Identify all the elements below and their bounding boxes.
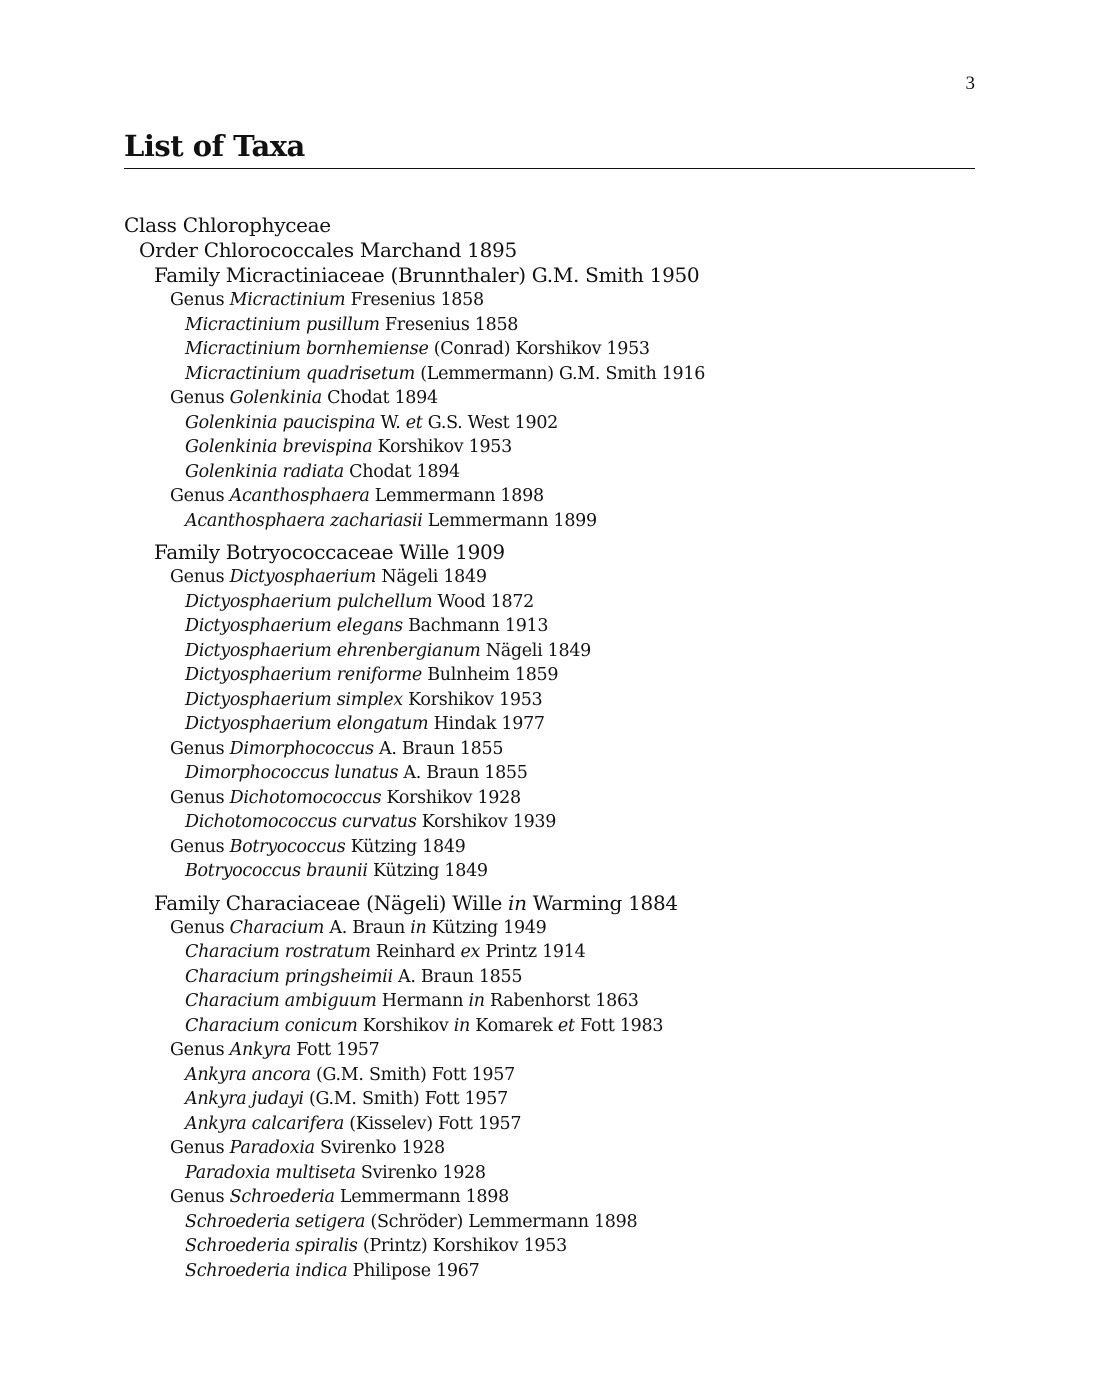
entry-text: W. [375, 412, 406, 433]
entry-text: Genus [170, 290, 230, 310]
italic-text: Schroederia indica [185, 1260, 348, 1281]
entry-text: (Conrad) Korshikov 1953 [428, 339, 650, 359]
species-entry [124, 313, 975, 338]
entry-text: Philipose 1967 [347, 1260, 480, 1281]
species-entry [124, 965, 975, 990]
entry-text: Genus [170, 1138, 230, 1158]
entry-text: Komarek [470, 1015, 558, 1036]
order-entry [124, 238, 975, 263]
entry-text: G.S. West 1902 [422, 412, 559, 433]
entry-text: Nägeli 1849 [480, 640, 591, 661]
entry-text: Fresenius 1858 [379, 314, 519, 335]
italic-text: in [410, 917, 427, 938]
species-entry [124, 712, 975, 737]
entry-text: Korshikov 1953 [372, 437, 512, 457]
italic-text: Micractinium quadrisetum [185, 363, 415, 384]
entry-text: Chodat 1894 [321, 388, 438, 408]
taxa-list [124, 213, 975, 1283]
species-entry [124, 411, 975, 436]
italic-text: Botryococcus braunii [185, 861, 368, 881]
italic-text: et [557, 1015, 575, 1036]
italic-text: Characium rostratum [185, 942, 371, 962]
genus-entry [124, 786, 975, 811]
italic-text: et [405, 412, 423, 433]
italic-text: in [453, 1015, 470, 1036]
species-entry [124, 590, 975, 615]
genus-entry [124, 565, 975, 590]
entry-text: Fresenius 1858 [345, 290, 484, 310]
italic-text: Ankyra ancora [185, 1064, 311, 1085]
species-entry [124, 337, 975, 362]
species-entry [124, 859, 975, 884]
entry-text: Genus [170, 836, 230, 857]
italic-text: in [468, 991, 485, 1011]
entry-text: Bulnheim 1859 [421, 665, 559, 685]
italic-text: Paradoxia [229, 1138, 315, 1158]
species-entry [124, 663, 975, 688]
entry-text: Reinhard [370, 942, 461, 962]
genus-entry [124, 1038, 975, 1063]
entry-text: A. Braun 1855 [398, 763, 528, 783]
entry-text: Genus [170, 1040, 230, 1060]
entry-text: Class Chlorophyceae [124, 213, 331, 237]
italic-text: Ankyra [229, 1040, 292, 1060]
entry-text: A. Braun [324, 917, 411, 938]
species-entry [124, 1087, 975, 1112]
species-entry [124, 940, 975, 965]
species-entry [124, 989, 975, 1014]
italic-text: Dictyosphaerium ehrenbergianum [185, 640, 481, 661]
italic-text: Acanthosphaera zachariasii [185, 510, 423, 531]
entry-text: Bachmann 1913 [402, 616, 549, 636]
italic-text: Botryococcus [229, 836, 346, 857]
italic-text: Dictyosphaerium pulchellum [185, 591, 433, 612]
entry-text: Korshikov 1939 [416, 812, 557, 832]
entry-text: Genus [170, 738, 230, 759]
species-entry [124, 1063, 975, 1088]
entry-text: Warming 1884 [526, 890, 678, 915]
species-entry [124, 1234, 975, 1259]
species-entry [124, 1014, 975, 1039]
page-title: List of Taxa [124, 129, 305, 163]
entry-text: Genus [170, 787, 230, 808]
genus-entry [124, 1185, 975, 1210]
italic-text: Golenkinia [229, 388, 322, 408]
italic-text: Dimorphococcus [229, 738, 374, 759]
italic-text: Dimorphococcus lunatus [185, 763, 399, 783]
family-entry [124, 263, 975, 288]
entry-text: Wood 1872 [432, 591, 535, 612]
italic-text: in [508, 890, 527, 915]
entry-text: (G.M. Smith) Fott 1957 [303, 1089, 508, 1109]
italic-text: Ankyra calcarifera [185, 1113, 345, 1134]
genus-entry [124, 835, 975, 860]
species-entry [124, 1112, 975, 1137]
page-number: 3 [965, 73, 975, 94]
italic-text: Ankyra judayi [185, 1089, 304, 1109]
entry-text: Lemmermann 1898 [369, 486, 544, 506]
genus-entry [124, 386, 975, 411]
entry-text: Fott 1983 [574, 1015, 664, 1036]
species-entry [124, 810, 975, 835]
italic-text: Schroederia spiralis [185, 1236, 358, 1256]
italic-text: ex [460, 942, 481, 962]
entry-text: Rabenhorst 1863 [484, 991, 639, 1011]
entry-text: Genus [170, 917, 230, 938]
italic-text: Characium conicum [185, 1015, 358, 1036]
entry-text: (G.M. Smith) Fott 1957 [310, 1064, 515, 1085]
italic-text: Dichotomococcus [229, 787, 382, 808]
species-entry [124, 460, 975, 485]
title-rule [124, 168, 975, 169]
italic-text: Acanthosphaera [229, 486, 370, 506]
genus-entry [124, 737, 975, 762]
entry-text: A. Braun 1855 [373, 738, 504, 759]
entry-text: Korshikov 1928 [381, 787, 521, 808]
entry-text: Lemmermann 1899 [422, 510, 597, 531]
entry-text: Printz 1914 [480, 942, 586, 962]
species-entry [124, 435, 975, 460]
species-entry [124, 362, 975, 387]
class-entry [124, 213, 975, 238]
entry-text: A. Braun 1855 [392, 966, 523, 987]
italic-text: Dictyosphaerium reniforme [185, 665, 422, 685]
italic-text: Micractinium bornhemiense [185, 339, 429, 359]
italic-text: Schroederia [229, 1187, 335, 1207]
species-entry [124, 688, 975, 713]
entry-text: Family Botryococcaceae Wille 1909 [154, 540, 505, 564]
entry-text: Hermann [376, 991, 469, 1011]
entry-text: Svirenko 1928 [314, 1138, 445, 1158]
italic-text: Dictyosphaerium [229, 567, 377, 587]
entry-text: Korshikov [357, 1015, 454, 1036]
italic-text: Micractinium [229, 290, 346, 310]
entry-text: Lemmermann 1898 [334, 1187, 509, 1207]
italic-text: Schroederia setigera [185, 1211, 366, 1232]
entry-text: (Schröder) Lemmermann 1898 [365, 1211, 638, 1232]
italic-text: Characium ambiguum [185, 991, 377, 1011]
italic-text: Characium pringsheimii [185, 966, 393, 987]
family-entry [124, 540, 975, 565]
species-entry [124, 639, 975, 664]
italic-text: Golenkinia brevispina [185, 437, 373, 457]
species-entry [124, 1210, 975, 1235]
genus-entry [124, 1136, 975, 1161]
entry-text: Kützing 1849 [367, 861, 488, 881]
entry-text: Hindak 1977 [428, 714, 545, 734]
species-entry [124, 614, 975, 639]
entry-text: Svirenko 1928 [355, 1162, 486, 1183]
genus-entry [124, 288, 975, 313]
family-entry [124, 891, 975, 916]
entry-text: Nägeli 1849 [376, 567, 487, 587]
italic-text: Dictyosphaerium elongatum [185, 714, 429, 734]
italic-text: Micractinium pusillum [185, 314, 380, 335]
species-entry [124, 509, 975, 534]
italic-text: Paradoxia multiseta [185, 1162, 356, 1183]
entry-text: Family Micractiniaceae (Brunnthaler) G.M. Smith 1950 [154, 263, 700, 287]
genus-entry [124, 484, 975, 509]
entry-text: (Kisselev) Fott 1957 [344, 1113, 522, 1134]
italic-text: Golenkinia radiata [185, 461, 344, 482]
entry-text: Fott 1957 [291, 1040, 380, 1060]
italic-text: Dictyosphaerium simplex [185, 689, 403, 710]
italic-text: Golenkinia paucispina [185, 412, 376, 433]
entry-text: (Lemmermann) G.M. Smith 1916 [414, 363, 706, 384]
genus-entry [124, 916, 975, 941]
entry-text: Order Chlorococcales Marchand 1895 [139, 238, 517, 262]
entry-text: (Printz) Korshikov 1953 [357, 1236, 567, 1256]
entry-text: Korshikov 1953 [402, 689, 543, 710]
italic-text: Dichotomococcus curvatus [185, 812, 417, 832]
italic-text: Dictyosphaerium elegans [185, 616, 403, 636]
italic-text: Characium [229, 917, 325, 938]
entry-text: Genus [170, 567, 230, 587]
entry-text: Kützing 1949 [426, 917, 547, 938]
entry-text: Genus [170, 1187, 230, 1207]
species-entry [124, 761, 975, 786]
entry-text: Genus [170, 388, 230, 408]
entry-text: Family Characiaceae (Nägeli) Wille [154, 890, 509, 915]
species-entry [124, 1161, 975, 1186]
species-entry [124, 1259, 975, 1284]
entry-text: Chodat 1894 [343, 461, 460, 482]
entry-text: Genus [170, 486, 230, 506]
entry-text: Kützing 1849 [345, 836, 466, 857]
